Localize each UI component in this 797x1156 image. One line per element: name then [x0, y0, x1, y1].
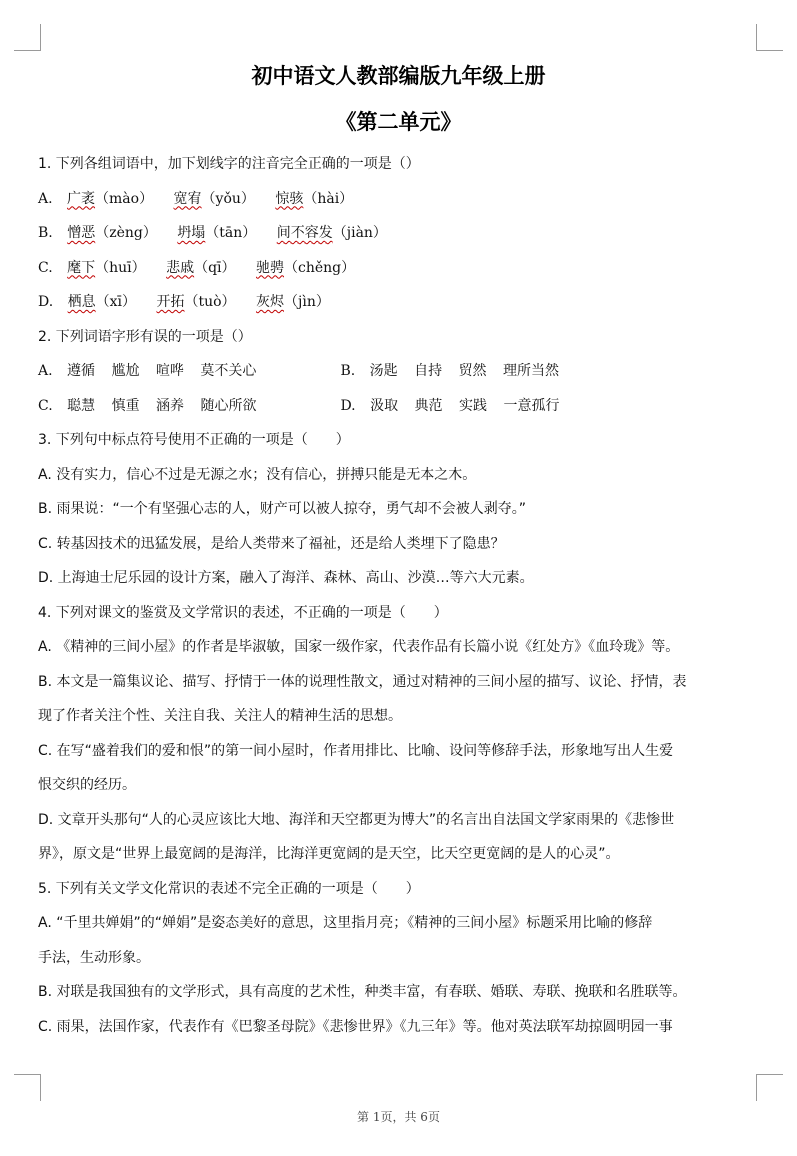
word: 遵循 — [67, 363, 96, 379]
q2-option-a — [38, 354, 336, 389]
q1-option-c — [38, 251, 756, 286]
word: 典范 — [414, 397, 443, 414]
word: 间不容发 — [276, 225, 333, 241]
word: 开拓 — [156, 294, 185, 310]
q1d-item-2 — [156, 285, 235, 320]
option-label: D. — [340, 397, 356, 414]
word: 实践 — [459, 397, 487, 414]
q5-stem: 5. 下列有关文学文化常识的表述不完全正确的一项是（ ） — [38, 880, 420, 897]
pinyin: （xī） — [95, 294, 137, 310]
pinyin: （huī） — [95, 259, 146, 276]
q1a-item-3 — [275, 182, 353, 217]
q1a-item-1 — [67, 182, 153, 217]
option-label: A. — [38, 363, 53, 379]
pinyin: （mào） — [95, 190, 154, 207]
option-label: B. — [340, 363, 356, 379]
word: 汲取 — [370, 397, 399, 414]
q2-options-ab — [38, 354, 756, 389]
word: 自持 — [414, 363, 443, 379]
q3-option-b: B. 雨果说：“一个有坚强心志的人，财产可以被人掠夺，勇气却不会被人剥夺。” — [38, 501, 527, 517]
q1d-item-1 — [68, 285, 136, 320]
q1b-item-2 — [177, 216, 256, 251]
option-label: B. — [38, 225, 53, 241]
word: 灰烬 — [256, 294, 284, 310]
q3-option-a: A. 没有实力，信心不过是无源之水；没有信心，拼搏只能是无本之木。 — [38, 466, 477, 483]
word: 悲戚 — [166, 259, 195, 276]
word: 聪慧 — [67, 397, 96, 414]
option-label: C. — [38, 259, 53, 276]
option-label: D. — [38, 294, 54, 310]
q1-stem: 1. 下列各组词语中，加下划线字的注音完全正确的一项是（） — [38, 156, 420, 172]
word: 汤匙 — [369, 363, 398, 379]
word: 驰骋 — [256, 259, 284, 276]
q1-option-d — [38, 285, 756, 320]
q1-option-a — [38, 182, 756, 217]
page-number-footer: 第 1页，共 6页 — [357, 1110, 440, 1124]
crop-mark-top-right — [756, 24, 783, 51]
word: 理所当然 — [503, 363, 560, 379]
word: 莫不关心 — [200, 363, 257, 379]
question-body — [38, 147, 756, 1044]
word: 宽宥 — [173, 190, 202, 207]
word: 栖息 — [67, 294, 96, 310]
q2-option-c — [38, 389, 336, 424]
word: 贸然 — [458, 363, 487, 379]
pinyin: （qī） — [194, 259, 236, 276]
q5-option-b: B. 对联是我国独有的文学形式，具有高度的艺术性，种类丰富，有春联、婚联、寿联、挽联和名胜联等。 — [38, 984, 687, 1000]
q2-options-cd — [38, 389, 756, 424]
word: 慎重 — [111, 397, 140, 414]
q1-option-b — [38, 216, 756, 251]
word: 惊骇 — [275, 190, 304, 207]
q1c-item-3 — [256, 251, 355, 286]
q3-option-c: C. 转基因技术的迅猛发展，是给人类带来了福祉，还是给人类埋下了隐患？ — [38, 535, 505, 552]
pinyin: （hài） — [303, 190, 354, 207]
word: 尴尬 — [111, 363, 140, 379]
word: 坍塌 — [177, 225, 206, 241]
q5-option-a-line2: 手法，生动形象。 — [38, 949, 150, 966]
q2-option-b — [340, 354, 571, 389]
word: 广袤 — [67, 190, 96, 207]
word: 一意孤行 — [503, 397, 560, 414]
pinyin: （chěng） — [284, 259, 356, 276]
word: 涵养 — [156, 397, 185, 414]
q4-option-a: A. 《精神的三间小屋》的作者是毕淑敏，国家一级作家，代表作品有长篇小说《红处方》《血玲珑》等。 — [38, 639, 680, 655]
q4-option-c-line2: 恨交织的经历。 — [38, 777, 136, 793]
q1b-item-3 — [277, 216, 387, 251]
q2-option-d — [340, 389, 571, 424]
q4-option-b-line2: 现了作者关注个性、关注自我、关注人的精神生活的思想。 — [38, 708, 402, 724]
pinyin: （tuò） — [184, 294, 236, 310]
q4-option-c-line1: C. 在写“盛着我们的爱和恨”的第一间小屋时，作者用排比、比喻、设问等修辞手法，形象地写出人生爱 — [38, 742, 674, 759]
pinyin: （jìn） — [284, 294, 330, 310]
q2-stem: 2. 下列词语字形有误的一项是（） — [38, 328, 252, 345]
q1b-item-1 — [67, 216, 157, 251]
option-label: A. — [38, 190, 53, 207]
q4-option-d-line2: 界》，原文是“世界上最宽阔的是海洋，比海洋更宽阔的是天空，比天空更宽阔的是人的心灵”。 — [38, 846, 620, 862]
q5-option-c: C. 雨果，法国作家，代表作有《巴黎圣母院》《悲惨世界》《九三年》等。他对英法联军劫掠圆明园一事 — [38, 1018, 673, 1035]
q1c-item-2 — [166, 251, 235, 286]
crop-mark-bottom-left — [14, 1074, 41, 1101]
word: 麾下 — [67, 259, 96, 276]
word: 喧哗 — [155, 363, 184, 379]
unit-subtitle: 《第二单元》 — [335, 109, 462, 134]
q1a-item-2 — [174, 182, 255, 217]
word: 随心所欲 — [200, 397, 257, 414]
crop-mark-bottom-right — [756, 1074, 783, 1101]
q5-option-a-line1: A. “千里共婵娟”的“婵娟”是姿态美好的意思，这里指月亮；《精神的三间小屋》标题采用比喻的修辞 — [38, 915, 653, 931]
pinyin: （jiàn） — [332, 225, 387, 241]
q4-option-d-line1: D. 文章开头那句“人的心灵应该比大地、海洋和天空都更为博大”的名言出自法国文学家雨果的《悲惨世 — [38, 811, 675, 828]
q1c-item-1 — [67, 251, 146, 286]
q4-option-b-line1: B. 本文是一篇集议论、描写、抒情于一体的说理性散文，通过对精神的三间小屋的描写、议论、抒情，表 — [38, 673, 687, 690]
pinyin: （tān） — [205, 225, 257, 241]
q4-stem: 4. 下列对课文的鉴赏及文学常识的表述，不正确的一项是（ ） — [38, 604, 448, 621]
pinyin: （zèng） — [95, 225, 157, 241]
q3-option-d: D. 上海迪士尼乐园的设计方案，融入了海洋、森林、高山、沙漠…等六大元素。 — [38, 570, 534, 586]
option-label: C. — [38, 397, 53, 414]
document-title: 初中语文人教部编版九年级上册 — [251, 63, 546, 88]
word: 憎恶 — [67, 225, 96, 241]
pinyin: （yǒu） — [201, 190, 255, 207]
crop-mark-top-left — [14, 24, 41, 51]
q1d-item-3 — [256, 285, 330, 320]
q3-stem: 3. 下列句中标点符号使用不正确的一项是（ ） — [38, 432, 350, 448]
